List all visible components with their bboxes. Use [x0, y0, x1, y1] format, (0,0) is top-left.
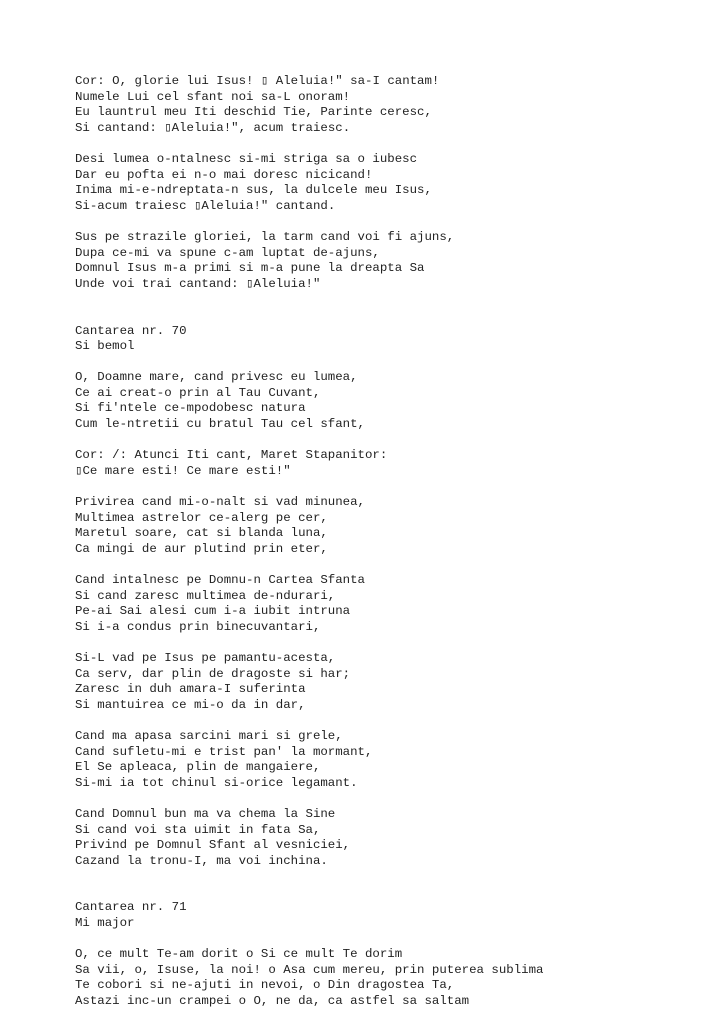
text-line: Zaresc in duh amara-I suferinta	[75, 682, 306, 697]
text-line: Multimea astrelor ce-alerg pe cer,	[75, 510, 328, 525]
text-line: Cantarea nr. 71	[75, 900, 187, 915]
text-line: Maretul soare, cat si blanda luna,	[75, 526, 328, 541]
text-block	[75, 900, 715, 931]
text-line: Cand Domnul bun ma va chema la Sine	[75, 806, 336, 821]
text-line: Cazand la tronu-I, ma voi inchina.	[75, 853, 328, 868]
text-line: Si-L vad pe Isus pe pamantu-acesta,	[75, 650, 336, 665]
text-line: Dar eu pofta ei n-o mai doresc nicicand!	[75, 167, 373, 182]
text-line: Mi major	[75, 916, 135, 931]
text-line: Eu launtrul meu Iti deschid Tie, Parinte ceresc,	[75, 105, 432, 120]
text-line: Cor: /: Atunci Iti cant, Maret Stapanitor:	[75, 448, 388, 463]
text-line: Ca serv, dar plin de dragoste si har;	[75, 666, 351, 681]
text-block	[75, 729, 715, 791]
text-line: Ce ai creat-o prin al Tau Cuvant,	[75, 385, 321, 400]
text-line: Dupa ce-mi va spune c-am luptat de-ajuns,	[75, 245, 380, 260]
text-line: Cor: O, glorie lui Isus! ▯ Aleluia!" sa-I cantam!	[75, 74, 440, 88]
paragraph-gap	[75, 932, 715, 948]
text-line: Inima mi-e-ndreptata-n sus, la dulcele meu Isus,	[75, 183, 432, 198]
text-block	[75, 74, 715, 136]
text-line: Astazi inc-un crampei o O, ne da, ca astfel sa saltam	[75, 994, 470, 1009]
text-block	[75, 370, 715, 432]
paragraph-gap	[75, 292, 715, 323]
text-block	[75, 448, 715, 479]
text-block	[75, 651, 715, 713]
text-line: Si cantand: ▯Aleluia!", acum traiesc.	[75, 120, 351, 135]
text-line: Te cobori si ne-ajuti in nevoi, o Din dragostea Ta,	[75, 978, 455, 993]
paragraph-gap	[75, 214, 715, 230]
text-line: Ca mingi de aur plutind prin eter,	[75, 541, 328, 556]
text-line: ▯Ce mare esti! Ce mare esti!"	[75, 463, 291, 478]
text-block	[75, 573, 715, 635]
document-page	[75, 74, 715, 1010]
paragraph-gap	[75, 713, 715, 729]
text-line: Desi lumea o-ntalnesc si-mi striga sa o iubesc	[75, 151, 418, 166]
paragraph-gap	[75, 557, 715, 573]
text-line: Privind pe Domnul Sfant al vesniciei,	[75, 838, 351, 853]
text-line: Cand ma apasa sarcini mari si grele,	[75, 728, 343, 743]
text-block	[75, 152, 715, 214]
paragraph-gap	[75, 869, 715, 900]
paragraph-gap	[75, 136, 715, 152]
paragraph-gap	[75, 479, 715, 495]
text-line: Sa vii, o, Isuse, la noi! o Asa cum mereu, prin puterea sublima	[75, 962, 544, 977]
text-block	[75, 230, 715, 292]
text-line: El Se apleaca, plin de mangaiere,	[75, 760, 321, 775]
text-line: Domnul Isus m-a primi si m-a pune la dreapta Sa	[75, 261, 425, 276]
text-line: Si mantuirea ce mi-o da in dar,	[75, 697, 306, 712]
text-line: Sus pe strazile gloriei, la tarm cand voi fi ajuns,	[75, 229, 455, 244]
text-line: Cand intalnesc pe Domnu-n Cartea Sfanta	[75, 573, 365, 587]
text-line: Si i-a condus prin binecuvantari,	[75, 619, 321, 634]
text-block	[75, 495, 715, 557]
text-line: Si bemol	[75, 339, 135, 354]
paragraph-gap	[75, 355, 715, 371]
text-block	[75, 807, 715, 869]
text-line: Cantarea nr. 70	[75, 323, 187, 338]
text-line: Numele Lui cel sfant noi sa-L onoram!	[75, 89, 351, 104]
text-line: O, ce mult Te-am dorit o Si ce mult Te dorim	[75, 947, 403, 962]
text-line: Si cand zaresc multimea de-ndurari,	[75, 588, 336, 603]
text-line: Cand sufletu-mi e trist pan' la mormant,	[75, 744, 373, 759]
text-line: Unde voi trai cantand: ▯Aleluia!"	[75, 276, 321, 291]
text-block	[75, 947, 715, 1009]
paragraph-gap	[75, 635, 715, 651]
text-line: Si cand voi sta uimit in fata Sa,	[75, 822, 321, 837]
text-line: Cum le-ntretii cu bratul Tau cel sfant,	[75, 417, 365, 432]
text-line: Si fi'ntele ce-mpodobesc natura	[75, 401, 306, 416]
paragraph-gap	[75, 433, 715, 449]
text-line: Si-mi ia tot chinul si-orice legamant.	[75, 775, 358, 790]
text-line: Privirea cand mi-o-nalt si vad minunea,	[75, 495, 365, 510]
text-line: Si-acum traiesc ▯Aleluia!" cantand.	[75, 198, 336, 213]
text-line: O, Doamne mare, cand privesc eu lumea,	[75, 370, 358, 385]
text-line: Pe-ai Sai alesi cum i-a iubit intruna	[75, 604, 351, 619]
text-block	[75, 324, 715, 355]
paragraph-gap	[75, 791, 715, 807]
